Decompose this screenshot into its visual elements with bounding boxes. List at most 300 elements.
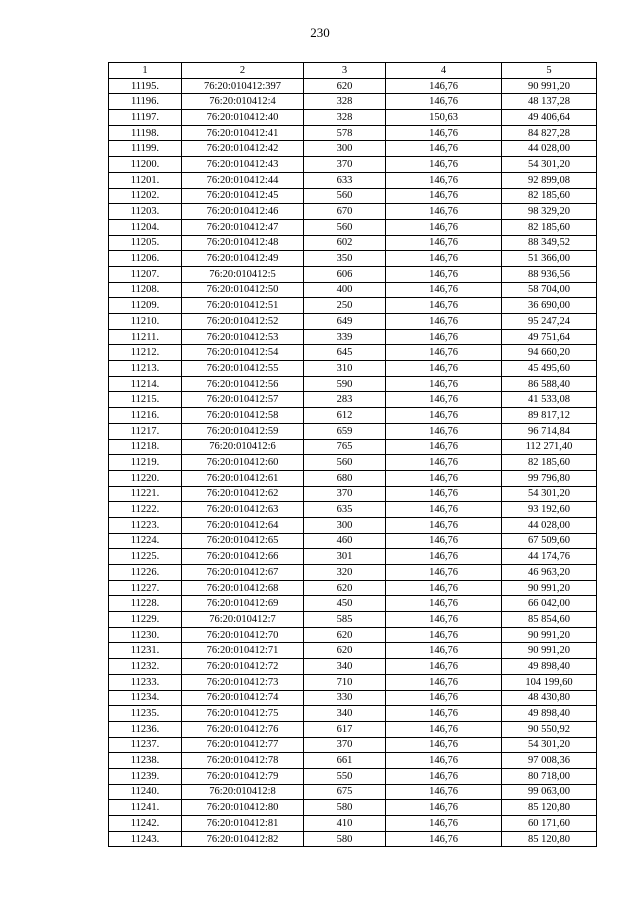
- area-cell: 328: [304, 94, 386, 110]
- amount-cell: 54 301,20: [502, 737, 597, 753]
- row-number-cell: 11205.: [109, 235, 182, 251]
- row-number-cell: 11202.: [109, 188, 182, 204]
- row-number-cell: 11226.: [109, 565, 182, 581]
- amount-cell: 86 588,40: [502, 376, 597, 392]
- row-number-cell: 11237.: [109, 737, 182, 753]
- area-cell: 310: [304, 361, 386, 377]
- area-cell: 450: [304, 596, 386, 612]
- area-cell: 400: [304, 282, 386, 298]
- cadastral-number-cell: 76:20:010412:47: [182, 219, 304, 235]
- cadastral-number-cell: 76:20:010412:55: [182, 361, 304, 377]
- rate-cell: 146,76: [386, 157, 502, 173]
- table-row: [109, 439, 597, 455]
- row-number-cell: 11232.: [109, 659, 182, 675]
- table-row: [109, 753, 597, 769]
- amount-cell: 85 120,80: [502, 800, 597, 816]
- area-cell: 560: [304, 219, 386, 235]
- table-row: [109, 408, 597, 424]
- row-number-cell: 11223.: [109, 517, 182, 533]
- table-row: [109, 831, 597, 847]
- table-row: [109, 674, 597, 690]
- rate-cell: 146,76: [386, 282, 502, 298]
- cadastral-number-cell: 76:20:010412:52: [182, 314, 304, 330]
- table-row: [109, 580, 597, 596]
- cadastral-number-cell: 76:20:010412:65: [182, 533, 304, 549]
- row-number-cell: 11235.: [109, 706, 182, 722]
- area-cell: 300: [304, 141, 386, 157]
- row-number-cell: 11238.: [109, 753, 182, 769]
- amount-cell: 46 963,20: [502, 565, 597, 581]
- area-cell: 633: [304, 172, 386, 188]
- row-number-cell: 11210.: [109, 314, 182, 330]
- row-number-cell: 11229.: [109, 612, 182, 628]
- row-number-cell: 11227.: [109, 580, 182, 596]
- table-row: [109, 470, 597, 486]
- rate-cell: 146,76: [386, 800, 502, 816]
- amount-cell: 89 817,12: [502, 408, 597, 424]
- column-header-4: 4: [386, 63, 502, 79]
- rate-cell: 146,76: [386, 78, 502, 94]
- cadastral-number-cell: 76:20:010412:63: [182, 502, 304, 518]
- rate-cell: 146,76: [386, 580, 502, 596]
- row-number-cell: 11239.: [109, 768, 182, 784]
- table-row: [109, 768, 597, 784]
- table-row: [109, 392, 597, 408]
- table-row: [109, 784, 597, 800]
- table-row: [109, 376, 597, 392]
- area-cell: 645: [304, 345, 386, 361]
- row-number-cell: 11236.: [109, 721, 182, 737]
- amount-cell: 88 936,56: [502, 266, 597, 282]
- table-row: [109, 565, 597, 581]
- area-cell: 283: [304, 392, 386, 408]
- cadastral-number-cell: 76:20:010412:58: [182, 408, 304, 424]
- area-cell: 578: [304, 125, 386, 141]
- row-number-cell: 11215.: [109, 392, 182, 408]
- table-row: [109, 298, 597, 314]
- table-row: [109, 282, 597, 298]
- row-number-cell: 11222.: [109, 502, 182, 518]
- rate-cell: 146,76: [386, 627, 502, 643]
- table-row: [109, 125, 597, 141]
- amount-cell: 94 660,20: [502, 345, 597, 361]
- cadastral-number-cell: 76:20:010412:48: [182, 235, 304, 251]
- table-row: [109, 737, 597, 753]
- row-number-cell: 11219.: [109, 455, 182, 471]
- area-cell: 580: [304, 831, 386, 847]
- cadastral-number-cell: 76:20:010412:71: [182, 643, 304, 659]
- amount-cell: 41 533,08: [502, 392, 597, 408]
- cadastral-number-cell: 76:20:010412:73: [182, 674, 304, 690]
- cadastral-number-cell: 76:20:010412:74: [182, 690, 304, 706]
- table-row: [109, 549, 597, 565]
- cadastral-number-cell: 76:20:010412:76: [182, 721, 304, 737]
- table-row: [109, 659, 597, 675]
- amount-cell: 92 899,08: [502, 172, 597, 188]
- area-cell: 460: [304, 533, 386, 549]
- row-number-cell: 11240.: [109, 784, 182, 800]
- table-row: [109, 361, 597, 377]
- table-row: [109, 235, 597, 251]
- amount-cell: 90 550,92: [502, 721, 597, 737]
- cadastral-number-cell: 76:20:010412:79: [182, 768, 304, 784]
- row-number-cell: 11218.: [109, 439, 182, 455]
- amount-cell: 104 199,60: [502, 674, 597, 690]
- table-row: [109, 314, 597, 330]
- table-row: [109, 188, 597, 204]
- rate-cell: 146,76: [386, 721, 502, 737]
- table-row: [109, 596, 597, 612]
- cadastral-number-cell: 76:20:010412:50: [182, 282, 304, 298]
- amount-cell: 49 406,64: [502, 110, 597, 126]
- rate-cell: 146,76: [386, 329, 502, 345]
- amount-cell: 49 751,64: [502, 329, 597, 345]
- row-number-cell: 11198.: [109, 125, 182, 141]
- amount-cell: 84 827,28: [502, 125, 597, 141]
- row-number-cell: 11221.: [109, 486, 182, 502]
- table-row: [109, 627, 597, 643]
- page-number: 230: [310, 25, 330, 40]
- row-number-cell: 11206.: [109, 251, 182, 267]
- cadastral-number-cell: 76:20:010412:43: [182, 157, 304, 173]
- area-cell: 339: [304, 329, 386, 345]
- rate-cell: 146,76: [386, 314, 502, 330]
- row-number-cell: 11214.: [109, 376, 182, 392]
- rate-cell: 146,76: [386, 455, 502, 471]
- cadastral-number-cell: 76:20:010412:68: [182, 580, 304, 596]
- area-cell: 617: [304, 721, 386, 737]
- amount-cell: 67 509,60: [502, 533, 597, 549]
- amount-cell: 49 898,40: [502, 706, 597, 722]
- amount-cell: 49 898,40: [502, 659, 597, 675]
- cadastral-number-cell: 76:20:010412:4: [182, 94, 304, 110]
- area-cell: 602: [304, 235, 386, 251]
- table-row: [109, 721, 597, 737]
- area-cell: 680: [304, 470, 386, 486]
- amount-cell: 97 008,36: [502, 753, 597, 769]
- amount-cell: 90 991,20: [502, 580, 597, 596]
- cadastral-number-cell: 76:20:010412:62: [182, 486, 304, 502]
- area-cell: 320: [304, 565, 386, 581]
- table-row: [109, 486, 597, 502]
- rate-cell: 146,76: [386, 94, 502, 110]
- amount-cell: 54 301,20: [502, 486, 597, 502]
- row-number-cell: 11208.: [109, 282, 182, 298]
- area-cell: 370: [304, 737, 386, 753]
- area-cell: 661: [304, 753, 386, 769]
- area-cell: 620: [304, 580, 386, 596]
- cadastral-number-cell: 76:20:010412:44: [182, 172, 304, 188]
- amount-cell: 58 704,00: [502, 282, 597, 298]
- rate-cell: 146,76: [386, 376, 502, 392]
- cadastral-number-cell: 76:20:010412:6: [182, 439, 304, 455]
- table-row: [109, 816, 597, 832]
- row-number-cell: 11243.: [109, 831, 182, 847]
- table-row: [109, 612, 597, 628]
- area-cell: 675: [304, 784, 386, 800]
- amount-cell: 85 854,60: [502, 612, 597, 628]
- rate-cell: 146,76: [386, 486, 502, 502]
- rate-cell: 146,76: [386, 361, 502, 377]
- rate-cell: 146,76: [386, 596, 502, 612]
- amount-cell: 93 192,60: [502, 502, 597, 518]
- row-number-cell: 11199.: [109, 141, 182, 157]
- table-header-row: [109, 63, 597, 79]
- area-cell: 370: [304, 486, 386, 502]
- rate-cell: 146,76: [386, 831, 502, 847]
- area-cell: 620: [304, 627, 386, 643]
- rate-cell: 146,76: [386, 565, 502, 581]
- row-number-cell: 11211.: [109, 329, 182, 345]
- cadastral-number-cell: 76:20:010412:49: [182, 251, 304, 267]
- table-row: [109, 251, 597, 267]
- rate-cell: 146,76: [386, 533, 502, 549]
- column-header-5: 5: [502, 63, 597, 79]
- area-cell: 340: [304, 659, 386, 675]
- rate-cell: 146,76: [386, 204, 502, 220]
- amount-cell: 44 028,00: [502, 517, 597, 533]
- amount-cell: 82 185,60: [502, 219, 597, 235]
- cadastral-number-cell: 76:20:010412:60: [182, 455, 304, 471]
- area-cell: 330: [304, 690, 386, 706]
- amount-cell: 96 714,84: [502, 423, 597, 439]
- rate-cell: 146,76: [386, 219, 502, 235]
- amount-cell: 45 495,60: [502, 361, 597, 377]
- area-cell: 649: [304, 314, 386, 330]
- cadastral-number-cell: 76:20:010412:81: [182, 816, 304, 832]
- cadastral-number-cell: 76:20:010412:78: [182, 753, 304, 769]
- row-number-cell: 11207.: [109, 266, 182, 282]
- table-row: [109, 345, 597, 361]
- cadastral-number-cell: 76:20:010412:61: [182, 470, 304, 486]
- cadastral-number-cell: 76:20:010412:67: [182, 565, 304, 581]
- amount-cell: 44 174,76: [502, 549, 597, 565]
- amount-cell: 112 271,40: [502, 439, 597, 455]
- cadastral-number-cell: 76:20:010412:70: [182, 627, 304, 643]
- table-row: [109, 533, 597, 549]
- column-header-3: 3: [304, 63, 386, 79]
- amount-cell: 80 718,00: [502, 768, 597, 784]
- rate-cell: 146,76: [386, 517, 502, 533]
- row-number-cell: 11217.: [109, 423, 182, 439]
- cadastral-number-cell: 76:20:010412:57: [182, 392, 304, 408]
- area-cell: 370: [304, 157, 386, 173]
- cadastral-number-cell: 76:20:010412:5: [182, 266, 304, 282]
- area-cell: 635: [304, 502, 386, 518]
- area-cell: 301: [304, 549, 386, 565]
- row-number-cell: 11225.: [109, 549, 182, 565]
- area-cell: 340: [304, 706, 386, 722]
- row-number-cell: 11241.: [109, 800, 182, 816]
- area-cell: 350: [304, 251, 386, 267]
- area-cell: 606: [304, 266, 386, 282]
- area-cell: 580: [304, 800, 386, 816]
- amount-cell: 82 185,60: [502, 188, 597, 204]
- rate-cell: 146,76: [386, 345, 502, 361]
- rate-cell: 146,76: [386, 423, 502, 439]
- area-cell: 612: [304, 408, 386, 424]
- rate-cell: 146,76: [386, 816, 502, 832]
- amount-cell: 54 301,20: [502, 157, 597, 173]
- amount-cell: 60 171,60: [502, 816, 597, 832]
- rate-cell: 146,76: [386, 298, 502, 314]
- cadastral-number-cell: 76:20:010412:56: [182, 376, 304, 392]
- column-header-2: 2: [182, 63, 304, 79]
- amount-cell: 99 063,00: [502, 784, 597, 800]
- amount-cell: 36 690,00: [502, 298, 597, 314]
- row-number-cell: 11203.: [109, 204, 182, 220]
- table-row: [109, 219, 597, 235]
- area-cell: 300: [304, 517, 386, 533]
- rate-cell: 146,76: [386, 674, 502, 690]
- table-row: [109, 502, 597, 518]
- row-number-cell: 11234.: [109, 690, 182, 706]
- area-cell: 560: [304, 188, 386, 204]
- rate-cell: 146,76: [386, 235, 502, 251]
- amount-cell: 90 991,20: [502, 78, 597, 94]
- area-cell: 410: [304, 816, 386, 832]
- table-row: [109, 172, 597, 188]
- row-number-cell: 11209.: [109, 298, 182, 314]
- table-row: [109, 517, 597, 533]
- rate-cell: 146,76: [386, 643, 502, 659]
- table-row: [109, 204, 597, 220]
- table-row: [109, 455, 597, 471]
- rate-cell: 146,76: [386, 172, 502, 188]
- amount-cell: 82 185,60: [502, 455, 597, 471]
- row-number-cell: 11201.: [109, 172, 182, 188]
- rate-cell: 146,76: [386, 753, 502, 769]
- area-cell: 250: [304, 298, 386, 314]
- amount-cell: 90 991,20: [502, 643, 597, 659]
- table-row: [109, 266, 597, 282]
- rate-cell: 146,76: [386, 784, 502, 800]
- table-row: [109, 643, 597, 659]
- cadastral-number-cell: 76:20:010412:77: [182, 737, 304, 753]
- row-number-cell: 11196.: [109, 94, 182, 110]
- rate-cell: 146,76: [386, 188, 502, 204]
- row-number-cell: 11213.: [109, 361, 182, 377]
- row-number-cell: 11216.: [109, 408, 182, 424]
- cadastral-number-cell: 76:20:010412:51: [182, 298, 304, 314]
- cadastral-number-cell: 76:20:010412:53: [182, 329, 304, 345]
- row-number-cell: 11220.: [109, 470, 182, 486]
- cadastral-number-cell: 76:20:010412:59: [182, 423, 304, 439]
- rate-cell: 146,76: [386, 408, 502, 424]
- amount-cell: 85 120,80: [502, 831, 597, 847]
- area-cell: 765: [304, 439, 386, 455]
- amount-cell: 98 329,20: [502, 204, 597, 220]
- cadastral-number-cell: 76:20:010412:7: [182, 612, 304, 628]
- row-number-cell: 11204.: [109, 219, 182, 235]
- cadastral-number-cell: 76:20:010412:42: [182, 141, 304, 157]
- row-number-cell: 11195.: [109, 78, 182, 94]
- cadastral-number-cell: 76:20:010412:40: [182, 110, 304, 126]
- rate-cell: 146,76: [386, 266, 502, 282]
- cadastral-number-cell: 76:20:010412:54: [182, 345, 304, 361]
- rate-cell: 146,76: [386, 141, 502, 157]
- table-row: [109, 141, 597, 157]
- rate-cell: 146,76: [386, 502, 502, 518]
- row-number-cell: 11231.: [109, 643, 182, 659]
- rate-cell: 146,76: [386, 768, 502, 784]
- table-row: [109, 690, 597, 706]
- column-header-1: 1: [109, 63, 182, 79]
- amount-cell: 51 366,00: [502, 251, 597, 267]
- table-row: [109, 110, 597, 126]
- row-number-cell: 11233.: [109, 674, 182, 690]
- amount-cell: 90 991,20: [502, 627, 597, 643]
- amount-cell: 95 247,24: [502, 314, 597, 330]
- area-cell: 328: [304, 110, 386, 126]
- table-row: [109, 157, 597, 173]
- cadastral-number-cell: 76:20:010412:69: [182, 596, 304, 612]
- table-row: [109, 78, 597, 94]
- rate-cell: 146,76: [386, 706, 502, 722]
- rate-cell: 150,63: [386, 110, 502, 126]
- rate-cell: 146,76: [386, 549, 502, 565]
- table-row: [109, 706, 597, 722]
- amount-cell: 88 349,52: [502, 235, 597, 251]
- area-cell: 620: [304, 78, 386, 94]
- cadastral-number-cell: 76:20:010412:46: [182, 204, 304, 220]
- rate-cell: 146,76: [386, 470, 502, 486]
- rate-cell: 146,76: [386, 737, 502, 753]
- rate-cell: 146,76: [386, 251, 502, 267]
- rate-cell: 146,76: [386, 612, 502, 628]
- cadastral-number-cell: 76:20:010412:72: [182, 659, 304, 675]
- data-table: [108, 62, 597, 847]
- row-number-cell: 11230.: [109, 627, 182, 643]
- row-number-cell: 11224.: [109, 533, 182, 549]
- area-cell: 670: [304, 204, 386, 220]
- cadastral-number-cell: 76:20:010412:41: [182, 125, 304, 141]
- cadastral-number-cell: 76:20:010412:66: [182, 549, 304, 565]
- area-cell: 710: [304, 674, 386, 690]
- area-cell: 659: [304, 423, 386, 439]
- amount-cell: 44 028,00: [502, 141, 597, 157]
- cadastral-number-cell: 76:20:010412:397: [182, 78, 304, 94]
- row-number-cell: 11197.: [109, 110, 182, 126]
- area-cell: 585: [304, 612, 386, 628]
- area-cell: 620: [304, 643, 386, 659]
- table-row: [109, 94, 597, 110]
- rate-cell: 146,76: [386, 439, 502, 455]
- cadastral-number-cell: 76:20:010412:82: [182, 831, 304, 847]
- cadastral-number-cell: 76:20:010412:8: [182, 784, 304, 800]
- area-cell: 590: [304, 376, 386, 392]
- rate-cell: 146,76: [386, 392, 502, 408]
- amount-cell: 48 430,80: [502, 690, 597, 706]
- cadastral-number-cell: 76:20:010412:45: [182, 188, 304, 204]
- rate-cell: 146,76: [386, 690, 502, 706]
- table-row: [109, 423, 597, 439]
- amount-cell: 99 796,80: [502, 470, 597, 486]
- row-number-cell: 11212.: [109, 345, 182, 361]
- table-row: [109, 800, 597, 816]
- cadastral-number-cell: 76:20:010412:64: [182, 517, 304, 533]
- row-number-cell: 11242.: [109, 816, 182, 832]
- cadastral-number-cell: 76:20:010412:80: [182, 800, 304, 816]
- rate-cell: 146,76: [386, 125, 502, 141]
- rate-cell: 146,76: [386, 659, 502, 675]
- area-cell: 560: [304, 455, 386, 471]
- table-body: [109, 78, 597, 847]
- table-row: [109, 329, 597, 345]
- amount-cell: 48 137,28: [502, 94, 597, 110]
- amount-cell: 66 042,00: [502, 596, 597, 612]
- row-number-cell: 11200.: [109, 157, 182, 173]
